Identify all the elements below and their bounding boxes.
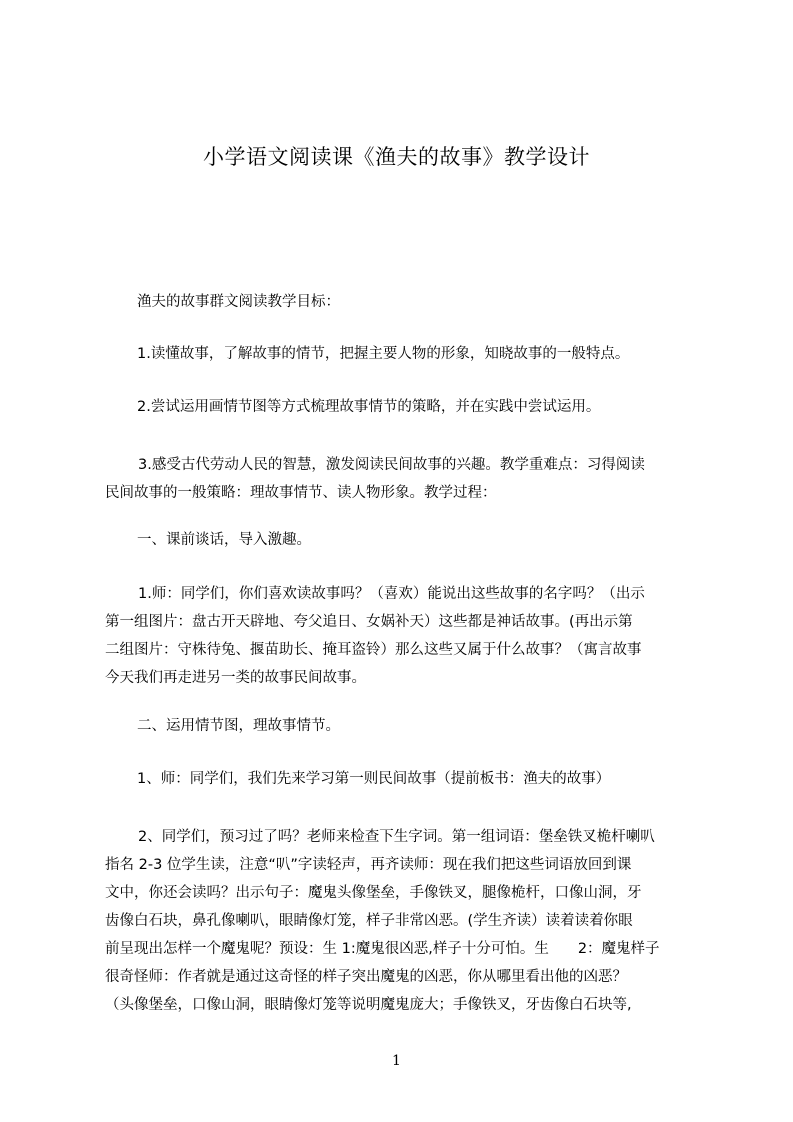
- text-line: 今天我们再走进另一类的故事民间故事。: [105, 670, 366, 686]
- page-number: 1: [392, 1053, 401, 1069]
- text-line: 很奇怪师：作者就是通过这奇怪的样子突出魔鬼的凶恶，你从哪里看出他的凶恶？: [105, 969, 627, 985]
- paragraph-section-2-item-1: [137, 767, 610, 791]
- text-line: 第一组图片：盘古开天辟地、夸父追日、女娲补天）这些都是神话故事。(再出示第: [105, 614, 633, 630]
- text-line: 2、同学们，预习过了吗？老师来检查下生字词。第一组词语：堡垒铁叉桅杆喇叭: [138, 829, 655, 845]
- text-line: 指名 2-3 位学生读，注意“叭”字读轻声，再齐读师：现在我们把这些词语放回到课: [105, 857, 632, 873]
- text-line: 2.尝试运用画情节图等方式梳理故事情节的策略，并在实践中尝试运用。: [137, 399, 601, 415]
- paragraph-section-2-item-2: [105, 823, 660, 1019]
- paragraph-section-1: [105, 580, 645, 692]
- paragraph-objective-1: [137, 342, 629, 366]
- text-line: 1.师：同学们，你们喜欢读故事吗？（喜欢）能说出这些故事的名字吗？（出示: [138, 586, 645, 602]
- section-heading-2: [137, 714, 340, 738]
- text-line: 渔夫的故事群文阅读教学目标：: [137, 294, 340, 310]
- text-line: 一、课前谈话，导入激趣。: [137, 532, 311, 548]
- text-line: 1.读懂故事，了解故事的情节，把握主要人物的形象，知晓故事的一般特点。: [137, 346, 630, 362]
- text-line: 文中，你还会读吗？出示句子：魔鬼头像堡垒，手像铁叉，腿像桅杆，口像山洞，牙: [105, 885, 642, 901]
- text-line: 民间故事的一般策略：理故事情节、读人物形象。教学过程：: [105, 485, 497, 501]
- text-line: 1、师：同学们，我们先来学习第一则民间故事（提前板书：渔夫的故事）: [137, 771, 611, 787]
- paragraph-objective-3: [105, 451, 645, 507]
- text-line: 前呈现出怎样一个魔鬼呢？预设：生 1:魔鬼很凶恶,样子十分可怕。生 2：魔鬼样子: [105, 941, 660, 957]
- text-line: （头像堡垒，口像山洞，眼睛像灯笼等说明魔鬼庞大；手像铁叉，牙齿像白石块等,: [105, 997, 632, 1013]
- paragraph-objectives-heading: [137, 290, 340, 314]
- text-line: 3.感受古代劳动人民的智慧，激发阅读民间故事的兴趣。教学重难点：习得阅读: [138, 457, 645, 473]
- text-line: 二组图片：守株待兔、揠苗助长、掩耳盗铃）那么这些又属于什么故事？（寓言故事: [105, 642, 642, 658]
- section-heading-1: [137, 528, 311, 552]
- text-line: 二、运用情节图，理故事情节。: [137, 718, 340, 734]
- paragraph-objective-2: [137, 395, 600, 419]
- document-title: 小学语文阅读课《渔夫的故事》教学设计: [203, 145, 590, 169]
- text-line: 齿像白石块，鼻孔像喇叭，眼睛像灯笼，样子非常凶恶。(学生齐读）读着读着你眼: [105, 913, 633, 929]
